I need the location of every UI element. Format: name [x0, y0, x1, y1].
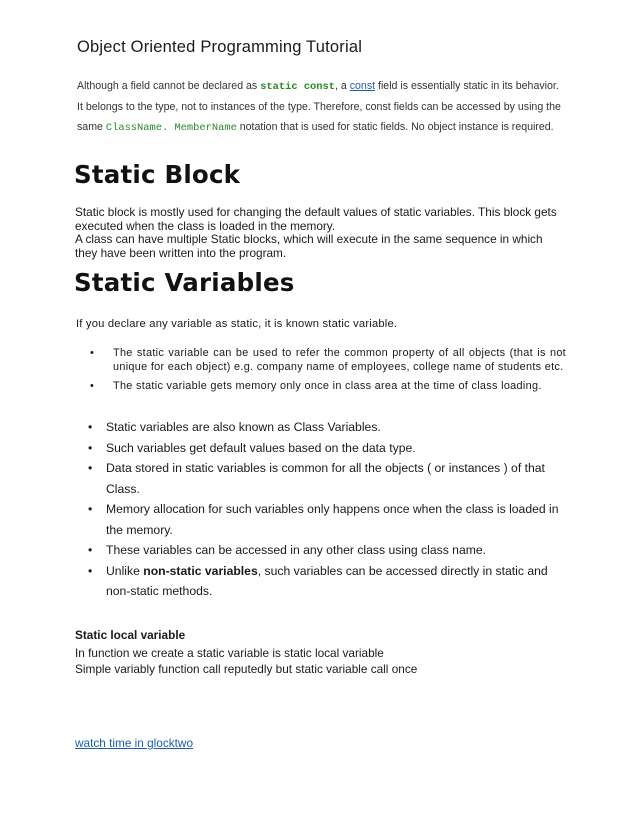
- intro-text-4: notation that is used for static fields. No object instance is required.: [236, 121, 554, 133]
- heading-static-variables: Static Variables: [74, 268, 295, 297]
- heading-static-block: Static Block: [74, 160, 241, 189]
- static-variables-list-2: [76, 417, 566, 602]
- bullet-icon: •: [88, 440, 93, 455]
- bullet-icon: •: [88, 420, 93, 434]
- page-header-title: Object Oriented Programming Tutorial: [77, 38, 363, 56]
- static-block-paragraph: [75, 206, 565, 260]
- bullet-icon: •: [88, 543, 93, 557]
- list-item: [76, 540, 566, 561]
- bullet-icon: •: [90, 347, 95, 359]
- heading-static-local-variable: Static local variable: [75, 628, 186, 642]
- code-static-const: static const: [260, 81, 335, 93]
- code-classname-membername: ClassName. MemberName: [105, 122, 237, 134]
- bullet-icon: •: [88, 502, 93, 516]
- intro-paragraph: [77, 76, 567, 138]
- bullet-icon: •: [88, 461, 93, 475]
- static-local-line-1: In function we create a static variable is static local variable: [75, 646, 384, 660]
- list-item-text: These variables can be accessed in any other class using class name.: [106, 543, 487, 557]
- intro-text-2: , a: [335, 80, 350, 92]
- list-item-text: , such variables can be accessed directly in static and non-static methods.: [106, 563, 548, 598]
- bullet-icon: •: [88, 563, 93, 578]
- const-link[interactable]: const: [349, 80, 376, 92]
- list-item: [76, 499, 566, 540]
- intro-text-3: field is essentially static in its behavior. It belongs to the type, not to instances of the type. Therefore, const fields can be accessed by using the same: [77, 80, 561, 133]
- list-item-text: The static variable can be used to refer the common property of all objects (that is not unique for each object) e.g. company name of employees, college name of students etc.: [113, 347, 566, 373]
- list-item-text: Unlike: [106, 563, 144, 578]
- static-local-line-2: Simple variably function call reputedly but static variable call once: [75, 661, 418, 676]
- intro-text-1: Although a field cannot be declared as: [77, 80, 261, 92]
- list-item: [76, 438, 566, 459]
- list-item: [76, 561, 566, 602]
- bold-term: non-static variables: [143, 563, 258, 578]
- watch-time-link[interactable]: watch time in glocktwo: [75, 736, 194, 750]
- list-item: [76, 347, 566, 374]
- static-variables-intro: If you declare any variable as static, it is known static variable.: [76, 318, 398, 330]
- list-item: [76, 417, 566, 438]
- list-item-text: The static variable gets memory only once in class area at the time of class loading.: [113, 380, 542, 392]
- list-item-text: Data stored in static variables is common for all the objects ( or instances ) of that Class.: [106, 461, 545, 496]
- bullet-icon: •: [90, 380, 95, 392]
- list-item: [76, 380, 566, 394]
- static-local-paragraph: [75, 646, 417, 677]
- list-item-text: Such variables get default values based on the data type.: [106, 440, 416, 455]
- static-block-line-2: A class can have multiple Static blocks, which will execute in the same sequence in which they have been written into the program.: [75, 232, 543, 260]
- list-item: [76, 458, 566, 499]
- list-item-text: Static variables are also known as Class Variables.: [106, 420, 381, 434]
- static-variables-list-1: [76, 347, 566, 400]
- static-block-line-1: Static block is mostly used for changing the default values of static variables. This block gets executed when the class is loaded in the memory.: [75, 205, 557, 233]
- list-item-text: Memory allocation for such variables only happens once when the class is loaded in the memory.: [106, 502, 559, 537]
